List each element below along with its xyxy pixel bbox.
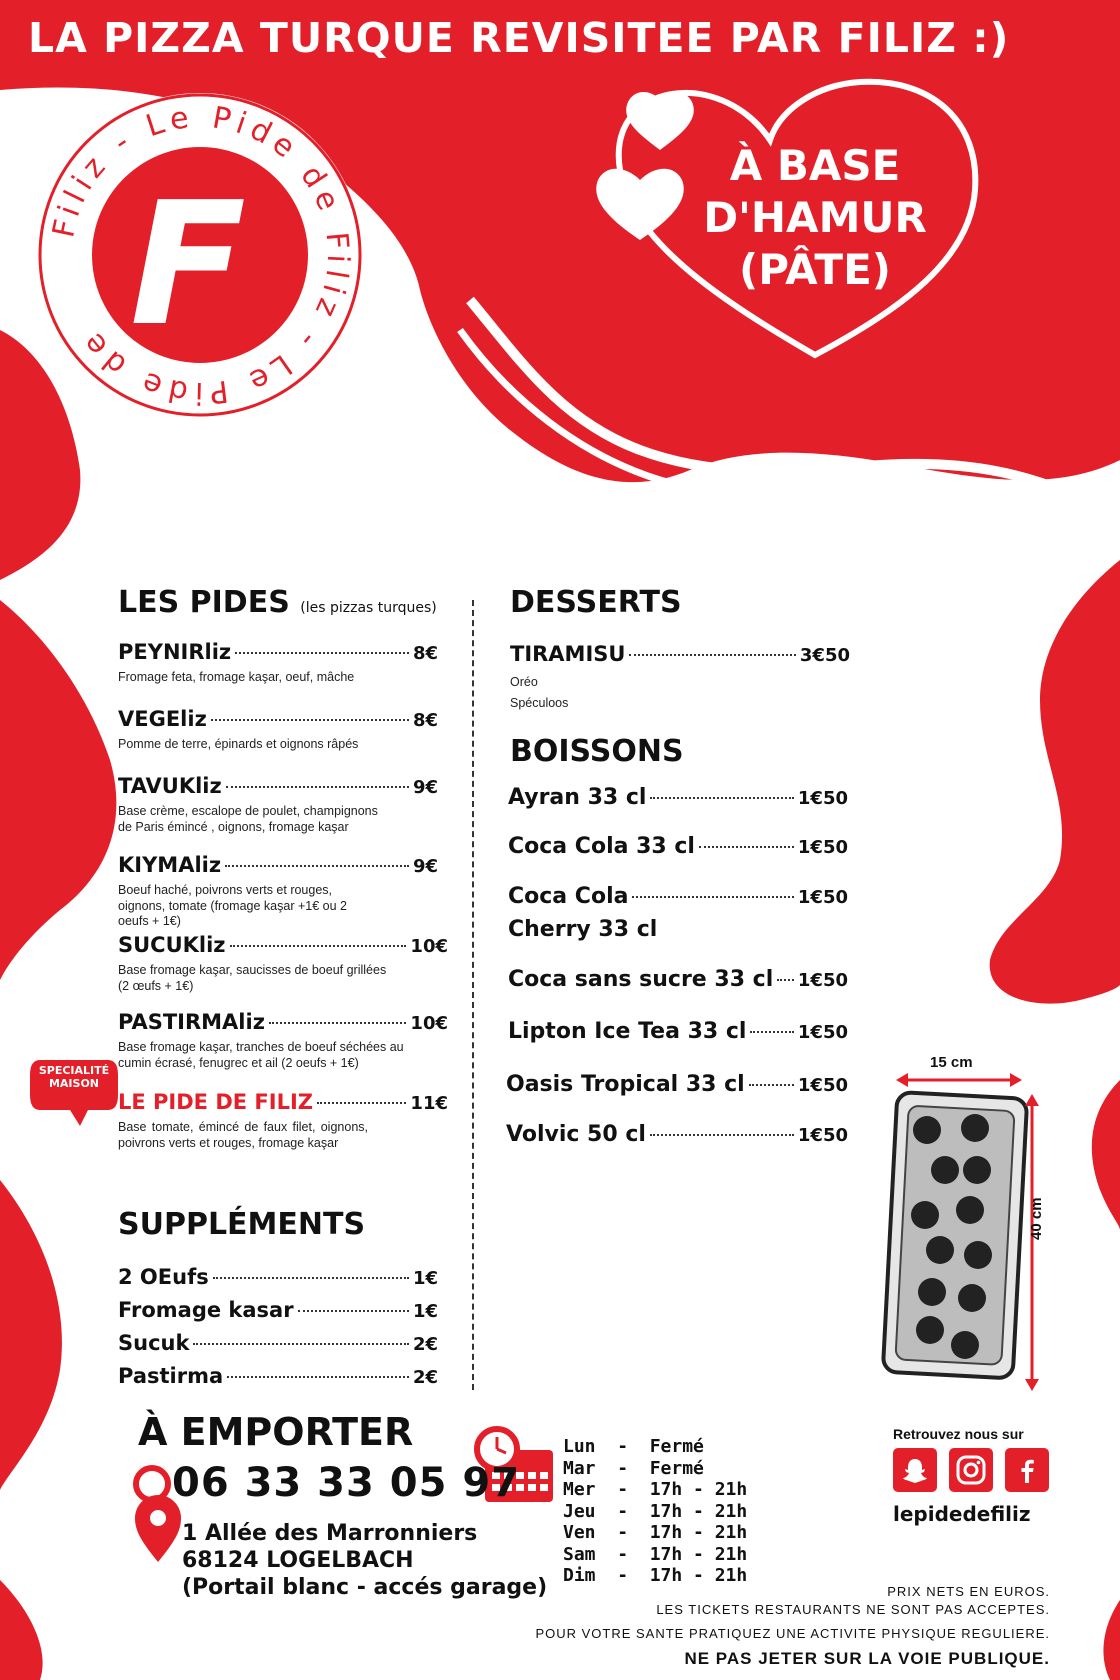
item-price: 10€ bbox=[410, 1013, 448, 1034]
hours-row: Dim - 17h - 21h bbox=[563, 1565, 748, 1586]
item-price: 9€ bbox=[412, 856, 438, 877]
item-description: Fromage feta, fromage kaşar, oeuf, mâche bbox=[118, 670, 355, 684]
address-line-1: 1 Allée des Marronniers bbox=[182, 1521, 478, 1546]
footer-line-4: NE PAS JETER SUR LA VOIE PUBLIQUE. bbox=[684, 1649, 1050, 1668]
heart-line-2: D'HAMUR bbox=[703, 193, 927, 242]
footer-line-2: LES TICKETS RESTAURANTS NE SONT PAS ACCEPTES. bbox=[656, 1602, 1050, 1617]
item-name-line-2: Cherry 33 cl bbox=[508, 917, 658, 942]
item-price: 9€ bbox=[412, 777, 438, 798]
item-description: Boeuf haché, poivrons verts et rouges, oignons, tomate (fromage kaşar +1€ ou 2 oeufs + 1€) bbox=[118, 883, 347, 928]
address bbox=[182, 1520, 547, 1601]
item-price: 1€ bbox=[412, 1301, 438, 1322]
item-name: Lipton Ice Tea 33 cl bbox=[508, 1019, 747, 1044]
footer-line-1: PRIX NETS EN EUROS. bbox=[887, 1584, 1050, 1599]
supplement-item bbox=[118, 1298, 438, 1322]
dessert-option: Oréo bbox=[510, 675, 538, 689]
supplement-item bbox=[118, 1265, 438, 1289]
heart-slogan bbox=[690, 140, 940, 296]
pides-title-text: LES PIDES bbox=[118, 585, 290, 620]
supplement-item bbox=[118, 1331, 438, 1355]
item-name: Ayran 33 cl bbox=[508, 785, 647, 810]
item-name: TIRAMISU bbox=[510, 642, 626, 666]
takeaway-title: À EMPORTER bbox=[138, 1410, 414, 1454]
location-pin-icon bbox=[135, 1495, 181, 1565]
hours-row: Mar - Fermé bbox=[563, 1457, 704, 1479]
calendar-clock-icon bbox=[477, 1427, 557, 1505]
item-name: Fromage kasar bbox=[118, 1298, 294, 1322]
drink-item bbox=[506, 1072, 848, 1097]
item-price: 1€50 bbox=[797, 837, 848, 858]
item-price: 1€50 bbox=[797, 1075, 848, 1096]
item-name: Volvic 50 cl bbox=[506, 1122, 646, 1147]
drink-item bbox=[506, 1122, 848, 1147]
item-price: 1€50 bbox=[797, 788, 848, 809]
snapchat-icon[interactable] bbox=[893, 1448, 937, 1492]
supplements-title: SUPPLÉMENTS bbox=[118, 1207, 366, 1242]
item-price: 8€ bbox=[412, 710, 438, 731]
dessert-item-tiramisu bbox=[510, 642, 850, 714]
item-name: Sucuk bbox=[118, 1331, 190, 1355]
item-price: 1€50 bbox=[797, 887, 848, 908]
pide-length-label: 40 cm bbox=[1028, 1197, 1045, 1240]
drink-item bbox=[508, 785, 848, 810]
item-description: Base crème, escalope de poulet, champignons de Paris émincé , oignons, fromage kaşar bbox=[118, 804, 378, 834]
drink-item bbox=[508, 884, 848, 942]
item-description: Pomme de terre, épinards et oignons râpés bbox=[118, 737, 359, 751]
hours-row: Mer - 17h - 21h bbox=[563, 1479, 748, 1500]
menu-item-pastirmaliz bbox=[118, 1010, 448, 1071]
phone-number[interactable]: 06 33 33 05 97 bbox=[172, 1460, 521, 1506]
dessert-options bbox=[510, 672, 850, 714]
item-name: PEYNIRliz bbox=[118, 640, 232, 664]
badge-line-1: SPECIALITÉ bbox=[38, 1064, 110, 1077]
item-name: PASTIRMAliz bbox=[118, 1010, 265, 1034]
social-icons bbox=[893, 1448, 1049, 1492]
badge-line-2: MAISON bbox=[48, 1077, 100, 1090]
item-name: Coca Cola 33 cl bbox=[508, 834, 695, 859]
desserts-title: DESSERTS bbox=[510, 585, 682, 620]
hours-row: Ven - 17h - 21h bbox=[563, 1522, 748, 1543]
menu-item-kiymaliz bbox=[118, 853, 438, 930]
item-name: Pastirma bbox=[118, 1364, 224, 1388]
pide-width-label: 15 cm bbox=[930, 1054, 973, 1071]
item-name: LE PIDE DE FILIZ bbox=[118, 1090, 313, 1114]
drink-item bbox=[508, 1019, 848, 1044]
item-name: VEGEliz bbox=[118, 707, 207, 731]
item-price: 2€ bbox=[412, 1334, 438, 1355]
item-price: 2€ bbox=[412, 1367, 438, 1388]
item-description: Base fromage kaşar, tranches de boeuf séchées au cumin écrasé, fenugrec et ail (2 oeufs + 1€) bbox=[118, 1040, 404, 1070]
social-heading: Retrouvez nous sur bbox=[893, 1426, 1024, 1442]
item-price: 1€50 bbox=[797, 1022, 848, 1043]
item-name: Coca Cola bbox=[508, 884, 629, 909]
item-name: SUCUKliz bbox=[118, 933, 226, 957]
footer-line-3: POUR VOTRE SANTE PRATIQUEZ UNE ACTIVITE PHYSIQUE REGULIERE. bbox=[535, 1626, 1050, 1641]
item-name: Coca sans sucre 33 cl bbox=[508, 967, 774, 992]
opening-hours bbox=[563, 1436, 747, 1587]
heart-line-3: (PÂTE) bbox=[739, 245, 891, 294]
facebook-icon[interactable] bbox=[1005, 1448, 1049, 1492]
item-description: Base tomate, émincé de faux filet, oignons, poivrons verts et rouges, fromage kaşar bbox=[118, 1120, 368, 1150]
hours-row: Jeu - 17h - 21h bbox=[563, 1500, 748, 1522]
item-description: Base fromage kaşar, saucisses de boeuf grillées (2 œufs + 1€) bbox=[118, 963, 387, 993]
drink-item bbox=[508, 967, 848, 992]
menu-item-peyniriz bbox=[118, 640, 438, 686]
item-name: KIYMAliz bbox=[118, 853, 222, 877]
boissons-title: BOISSONS bbox=[510, 734, 684, 769]
hours-row: Lun - Fermé bbox=[563, 1436, 704, 1457]
address-line-2: 68124 LOGELBACH bbox=[182, 1548, 414, 1573]
address-line-3: (Portail blanc - accés garage) bbox=[182, 1575, 548, 1600]
item-price: 1€50 bbox=[797, 1125, 848, 1146]
item-name: Oasis Tropical 33 cl bbox=[506, 1072, 745, 1097]
item-price: 1€ bbox=[412, 1268, 438, 1289]
headline: LA PIZZA TURQUE REVISITEE PAR FILIZ :) bbox=[28, 14, 1010, 62]
column-divider bbox=[472, 600, 474, 1390]
drink-item bbox=[508, 834, 848, 859]
item-price: 11€ bbox=[410, 1093, 448, 1114]
item-price: 8€ bbox=[412, 643, 438, 664]
item-price: 1€50 bbox=[797, 970, 848, 991]
menu-item-vegeliz bbox=[118, 707, 438, 753]
hours-row: Sam - 17h - 21h bbox=[563, 1543, 748, 1565]
item-name: TAVUKliz bbox=[118, 774, 222, 798]
pides-title bbox=[118, 585, 437, 620]
pides-subtitle: (les pizzas turques) bbox=[300, 600, 437, 616]
social-handle[interactable]: lepidedefiliz bbox=[893, 1502, 1031, 1526]
item-price: 3€50 bbox=[799, 645, 850, 666]
brand-logo bbox=[38, 93, 362, 417]
menu-item-sucukliz bbox=[118, 933, 448, 994]
item-price: 10€ bbox=[410, 936, 448, 957]
instagram-icon[interactable] bbox=[949, 1448, 993, 1492]
item-name: 2 OEufs bbox=[118, 1265, 209, 1289]
supplement-item bbox=[118, 1364, 438, 1388]
logo-letter: F bbox=[129, 166, 247, 364]
heart-line-1: À BASE bbox=[729, 141, 901, 190]
specialite-badge bbox=[30, 1064, 118, 1090]
logo-ring-text: Filiz - Le Pide de Filiz - Le Pide de bbox=[46, 99, 356, 411]
menu-item-le-pide-de-filiz bbox=[118, 1090, 448, 1151]
dessert-option: Spéculoos bbox=[510, 696, 569, 710]
menu-item-tavukliz bbox=[118, 774, 438, 835]
